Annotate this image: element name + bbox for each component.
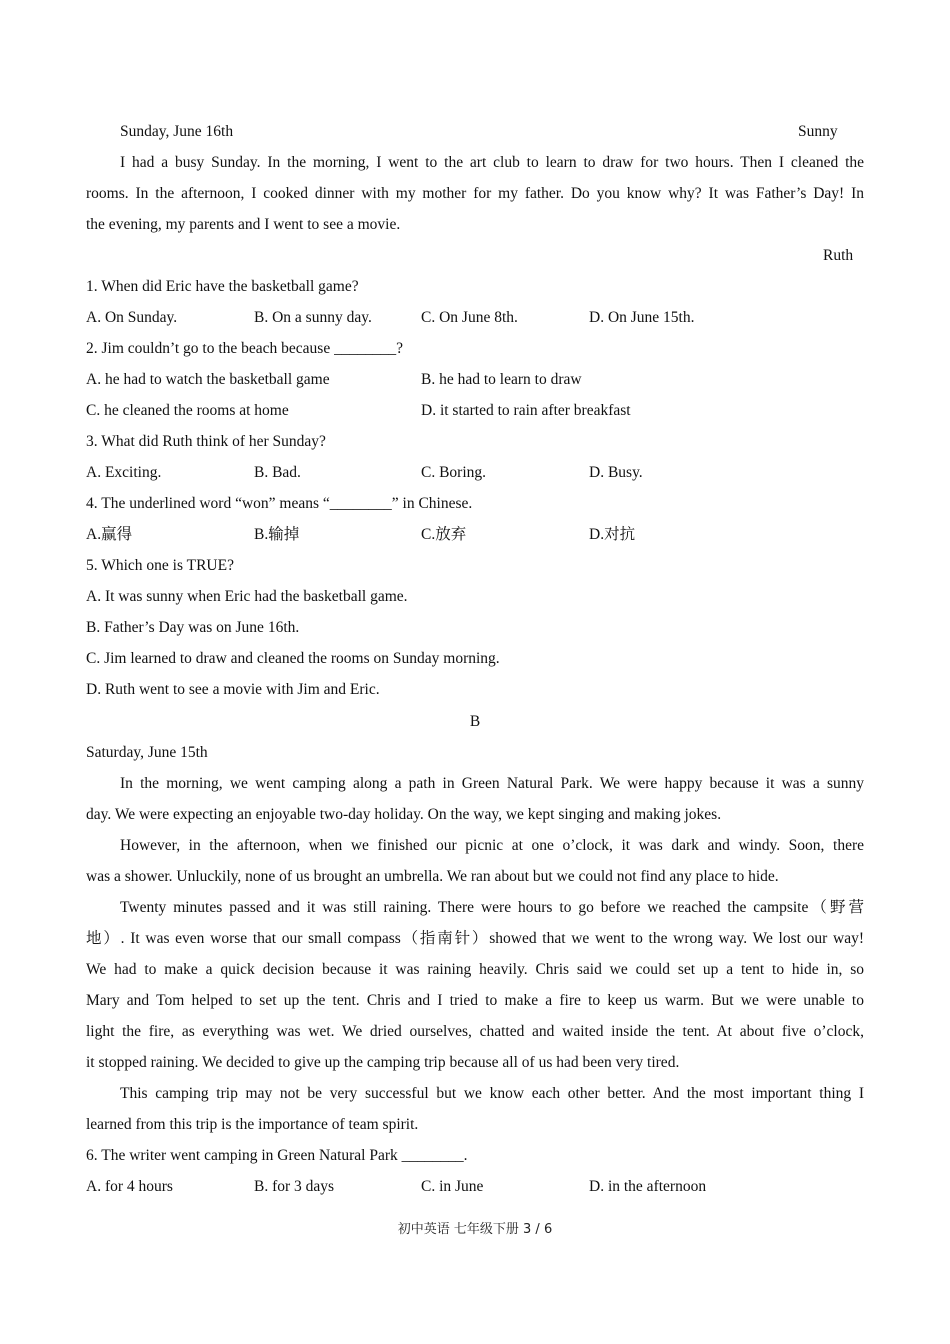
option: B. he had to learn to draw xyxy=(421,371,582,388)
question-stem: 4. The underlined word “won” means “________” in Chinese. xyxy=(86,495,473,512)
diary-ruth xyxy=(86,116,864,147)
text-line: Mary and Tom helped to set up the tent. Chris and I tried to make a fire to keep us warm. But we were unable to xyxy=(86,992,864,1009)
question-stem: 1. When did Eric have the basketball game? xyxy=(86,278,359,295)
question-stem: 5. Which one is TRUE? xyxy=(86,557,234,574)
page-footer: 初中英语 七年级下册 3 / 6 xyxy=(397,1222,553,1237)
option: D. Ruth went to see a movie with Jim and Eric. xyxy=(86,681,380,698)
option: B. Bad. xyxy=(254,464,301,481)
option: D. On June 15th. xyxy=(589,309,695,326)
question-options xyxy=(86,302,864,333)
option: C. Boring. xyxy=(421,464,487,481)
option: A.赢得 xyxy=(86,526,133,543)
text-line: was a shower. Unluckily, none of us brought an umbrella. We ran about but we could not find any place to hide. xyxy=(86,868,779,885)
option: A. Exciting. xyxy=(86,464,162,481)
question-stem: 6. The writer went camping in Green Natural Park ________. xyxy=(86,1147,468,1164)
question-options xyxy=(86,364,864,395)
option: D. it started to rain after breakfast xyxy=(421,402,631,419)
text-line: it stopped raining. We decided to give up the camping trip because all of us had been very tired. xyxy=(86,1054,680,1071)
option: B.输掉 xyxy=(254,526,300,543)
question-options xyxy=(86,395,864,426)
diary-ruth-body xyxy=(86,147,864,240)
option: D.对抗 xyxy=(589,526,636,543)
section-heading: B xyxy=(469,713,481,730)
diary-ruth-date: Sunday, June 16th xyxy=(120,123,234,140)
question-options xyxy=(86,519,864,550)
question-stem: 2. Jim couldn’t go to the beach because ________? xyxy=(86,340,403,357)
section-b xyxy=(86,706,864,1202)
option: B. Father’s Day was on June 16th. xyxy=(86,619,300,636)
option: D. in the afternoon xyxy=(589,1178,707,1195)
text-line: Twenty minutes passed and it was still raining. There were hours to go before we reached the campsite（野营 xyxy=(120,899,864,916)
option: C.放弃 xyxy=(421,526,467,543)
option: A. he had to watch the basketball game xyxy=(86,371,330,388)
option: C. On June 8th. xyxy=(421,309,518,326)
text-line: However, in the afternoon, when we finished our picnic at one o’clock, it was dark and windy. Soon, there xyxy=(120,837,864,854)
diary-ruth-weather: Sunny xyxy=(798,123,838,140)
option: C. Jim learned to draw and cleaned the rooms on Sunday morning. xyxy=(86,650,500,667)
text-line: rooms. In the afternoon, I cooked dinner with my mother for my father. Do you know why? It was Father’s Day! In xyxy=(86,185,864,202)
text-line: learned from this trip is the importance of team spirit. xyxy=(86,1116,419,1133)
option: B. On a sunny day. xyxy=(254,309,372,326)
question-stem: 3. What did Ruth think of her Sunday? xyxy=(86,433,326,450)
option: C. in June xyxy=(421,1178,484,1195)
questions-section-a xyxy=(86,271,864,705)
text-line: day. We were expecting an enjoyable two-day holiday. On the way, we kept singing and making jokes. xyxy=(86,806,722,823)
option: A. It was sunny when Eric had the basketball game. xyxy=(86,588,408,605)
option: A. for 4 hours xyxy=(86,1178,173,1195)
option: A. On Sunday. xyxy=(86,309,178,326)
option: C. he cleaned the rooms at home xyxy=(86,402,289,419)
diary-ruth-signature: Ruth xyxy=(823,247,854,264)
text-line: We had to make a quick decision because it was raining heavily. Chris said we could set up a tent to hide in, so xyxy=(86,961,864,978)
option: D. Busy. xyxy=(589,464,643,481)
question-options xyxy=(86,1171,864,1202)
text-line: light the fire, as everything was wet. We dried ourselves, chatted and waited inside the tent. At about five o’clock, xyxy=(86,1023,864,1040)
diary-date: Saturday, June 15th xyxy=(86,744,208,761)
option: B. for 3 days xyxy=(254,1178,335,1195)
question-options xyxy=(86,457,864,488)
text-line: This camping trip may not be very successful but we know each other better. And the most important thing I xyxy=(120,1085,864,1102)
text-line: the evening, my parents and I went to see a movie. xyxy=(86,216,401,233)
text-line: In the morning, we went camping along a path in Green Natural Park. We were happy because it was a sunny xyxy=(120,775,864,792)
text-line: I had a busy Sunday. In the morning, I went to the art club to learn to draw for two hours. Then I cleaned the xyxy=(120,154,864,171)
text-line: 地）. It was even worse that our small compass（指南针）showed that we went to the wrong way. We lost our way! xyxy=(86,930,864,947)
